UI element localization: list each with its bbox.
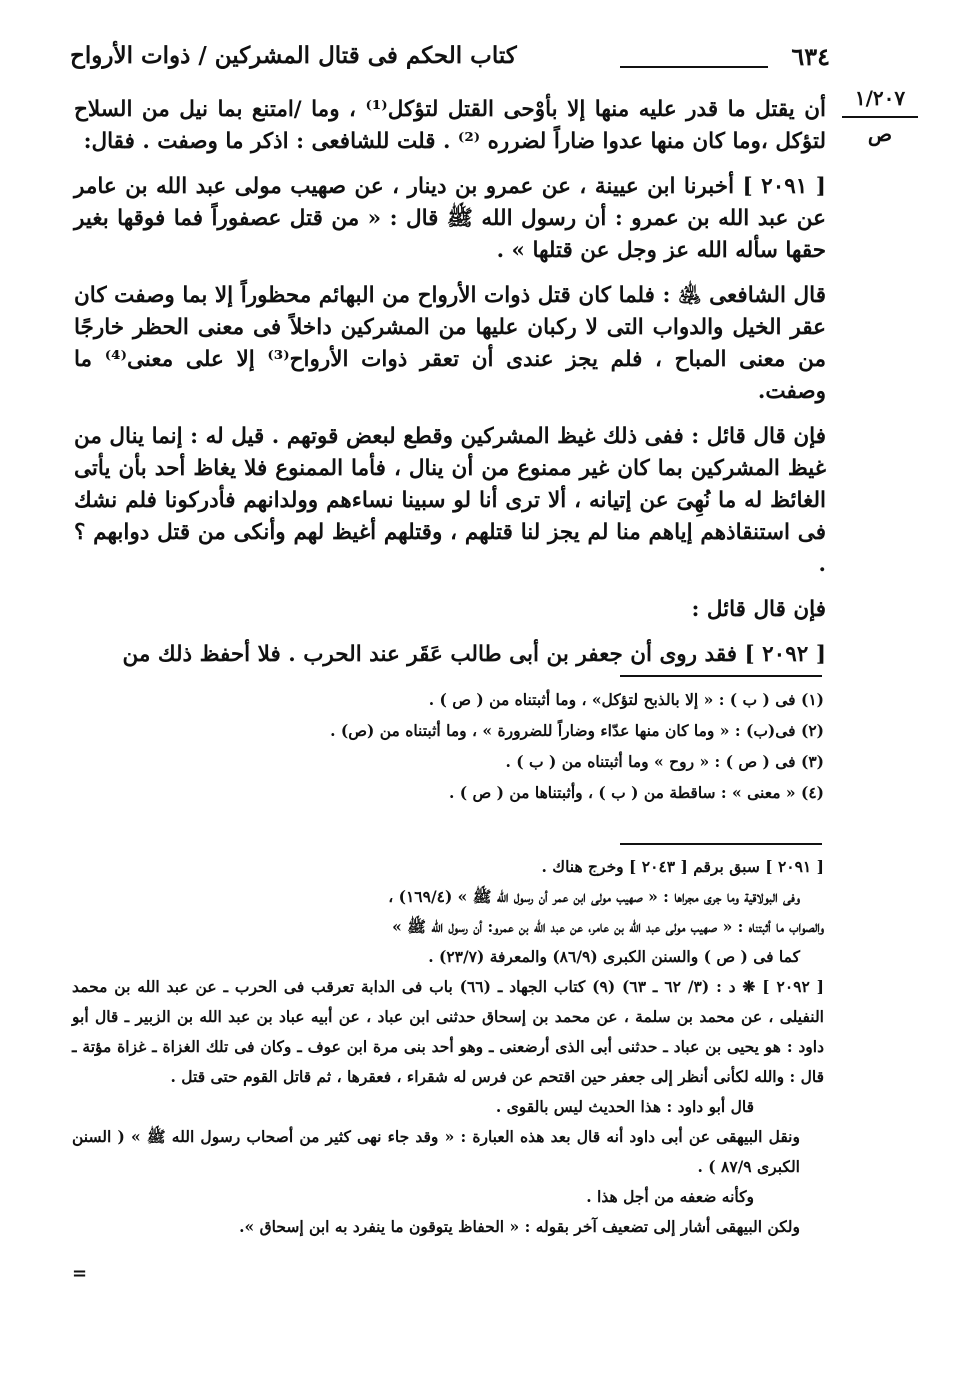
running-title: كتاب الحكم فى قتال المشركين / ذوات الأرواح [70, 42, 517, 69]
takhrij-line: وفى البولاقية وما جرى مجراها : « صهيب مولى ابن عمر أن رسول الله ﷺ » (١٦٩/٤) ، [388, 887, 800, 906]
paragraph-intro: أن يقتل ما قدر عليه منها إلا بأوْحى القتل لتؤكل⁽¹⁾ ، وما /امتنع بما نيل من السلاح لتؤكل ،وما كان منها عدوا ضاراً لضرره ⁽²⁾ . قلت للشافعى : اذكر ما وصفت . فقال: [74, 97, 826, 154]
takhrij-line: قال أبو داود : هذا الحديث ليس بالقوى . [495, 1097, 754, 1116]
takhrij-line: [ ٢٠٩١ ] سبق برقم [ ٢٠٤٣ ] وخرج هناك . [541, 857, 824, 876]
manuscript-siglum: ص [867, 122, 893, 146]
variant-notes [200, 684, 824, 808]
paragraph-objection: فإن قال قائل : ففى ذلك غيظ المشركين وقطع لبعض قوتهم . قيل له : إنما ينال من غيظ المشركين بما كان غير ممنوع من أن ينال ، فأما الممنوع فلا يغاظ أحد بأن يأتى الغائظ له ما نُهِىَ عن إتيانه ، ألا ترى أنا لو سبينا نساءهم وولدانهم فأدركونا فلم نشك فى استنقاذهم إياهم منا لم يجز لنا قتلهم ، وقتلهم أغيظ لهم وأنكى من قتل دوابهم ؟ . [74, 424, 826, 577]
takhrij-line: وكأنه ضعفه من أجل هذا . [586, 1187, 754, 1206]
paragraph-objection-2: فإن قال قائل : [691, 597, 826, 622]
notes-divider [620, 675, 822, 677]
hadith-2092: [ ٢٠٩٢ ] فقد روى أن جعفر بن أبى طالب عَقَر عند الحرب . فلا أحفظ ذلك من [122, 642, 826, 667]
note-4: (٤) « معنى » : ساقطة من ( ب ) ، وأثبتناها من ( ص ) . [449, 783, 824, 802]
hadith-2091: [ ٢٠٩١ ] أخبرنا ابن عيينة ، عن عمرو بن دينار ، عن صهيب مولى عبد الله بن عامر عن عبد الله بن عمرو : أن رسول الله ﷺ قال : « من قتل عصفوراً فما فوقها بغير حقها سأله الله عز وجل عن قتلها » . [74, 174, 826, 263]
note-1: (١) فى ( ب ) : « إلا بالذبح لتؤكل» ، وما أثبتناه من ( ص ) . [428, 690, 824, 709]
takhrij-line: ونقل البيهقى عن أبى داود أنه قال بعد هذه العبارة : « وقد جاء نهى كثير من أصحاب رسول الله ﷺ » ( السنن الكبرى ٨٧/٩ ) . [72, 1127, 800, 1176]
takhrij-line: [ ٢٠٩٢ ] ❋ د : (٣/ ٦٢ ـ ٦٣) (٩) كتاب الجهاد ـ (٦٦) باب فى الدابة تعرقب فى الحرب ـ عن عبد الله بن محمد النفيلى ، عن محمد بن سلمة ، عن محمد بن إسحاق حدثنى ابن عباد ، عن أبيه عباد بن عبد الله بن الزبير ـ قال أبو داود : هو يحيى بن عباد ـ حدثنى أبى الذى أرضعنى ـ وهو أحد بنى مرة ابن عوف ـ وكان فى تلك الغزاة ـ غزاة مؤتة ـ قال : والله لكأنى أنظر إلى جعفر حين اقتحم عن فرس له شقراء ، فعقرها ، ثم قاتل القوم حتى قتل . [72, 977, 825, 1086]
paragraph-shafii: قال الشافعى ﵁ : فلما كان قتل ذوات الأرواح من البهائم محظوراً إلا بما وصفت كان عقر الخيل والدواب التى لا ركبان عليها من المشركين داخلاً فى معنى الحظر خارجًا من معنى المباح ، فلم يجز عندى أن تعقر ذوات الأرواح⁽³⁾ إلا على معنى⁽⁴⁾ ما وصفت. [74, 283, 826, 404]
takhrij-divider [620, 843, 822, 845]
main-text [74, 94, 826, 684]
note-2: (٢) فى(ب) : « وما كان منها عدّاء وضاراً للضرورة » ، وما أثبتناه من (ص) . [330, 721, 824, 740]
header-rule [620, 66, 768, 68]
page-header [70, 42, 830, 78]
margin-manuscript-ref [842, 86, 918, 146]
takhrij-line: كما فى ( ص ) والسنن الكبرى (٨٦/٩) والمعرفة (٢٣/٧) . [428, 947, 800, 966]
takhrij-notes [72, 852, 824, 1242]
page-number: ٦٣٤ [791, 42, 830, 71]
note-3: (٣) فى ( ص ) : « روح » وما أثبتناه من ( ب ) . [505, 752, 824, 771]
takhrij-line: والصواب ما أثبتناه : « صهيب مولى عبد الله بن عامر، عن عبد الله بن عمرو: أن رسول الله ﷺ » [392, 917, 824, 936]
folio-number: ١/٢٠٧ [842, 86, 918, 118]
continuation-mark: = [72, 1263, 88, 1284]
takhrij-line: ولكن البيهقى أشار إلى تضعيف آخر بقوله : « الحفاظ يتوقون ما ينفرد به ابن إسحاق ». [239, 1217, 800, 1236]
